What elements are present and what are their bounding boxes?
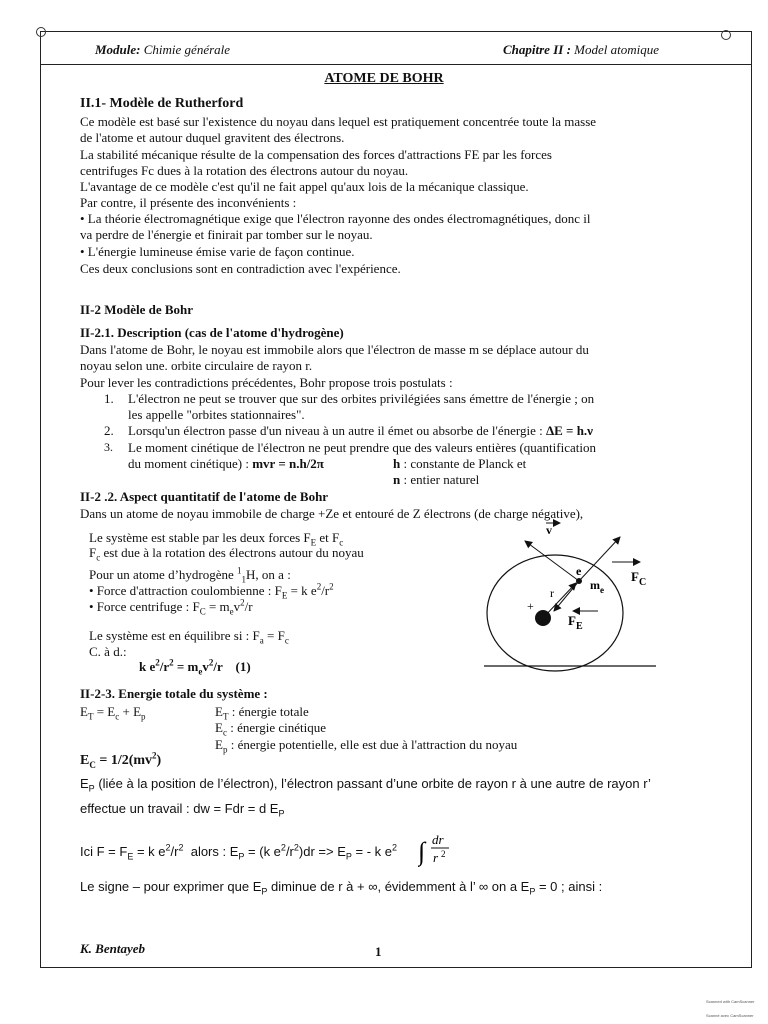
scanner-watermark: Scanned with CamScanner [706,999,755,1004]
equilibrium-line: Le système est en équilibre si : $F_a = F_c$ [89,628,289,646]
ep-paragraph: $E_P$ (liée à la position de l’électron), l’électron passant d’une orbite de rayon r à une autre de rayon r’ [80,776,651,794]
header-module: Module: Chimie générale [95,42,231,57]
svg-text:dr: dr [432,832,444,847]
subsection-heading: II-2 .2. Aspect quantitatif de l'atome de Bohr [80,489,329,504]
author: K. Bentayeb [80,941,145,956]
ep-work-line: effectue un travail : dw = Fdr = d $E_P$ [80,801,285,819]
hydrogen-line: Pour un atome d’hydrogène $^1_1$H, on a : [89,565,291,585]
header-chapter: Chapitre II : Model atomique [503,42,659,57]
plus-label: + [527,599,534,613]
stability-line: Le système est stable par les deux forces $F_E$ et $F_c$ [89,530,344,548]
integral-symbol [418,828,458,868]
et-formula: $E_T = E_c + E_p$ [80,704,146,722]
cad-line: C. à d.: [89,644,127,659]
svg-text:r: r [433,850,439,865]
fc-arrow [579,537,620,581]
fe-arrow [554,581,579,611]
corner-mark [36,27,46,37]
svg-text:∫: ∫ [418,837,426,866]
centrifugal-force: • Force centrifuge : $F_C = m_ev^2/r$ [89,597,253,617]
fe-label: $F_E$ [568,613,583,632]
corner-mark [721,30,731,40]
r-label: r [550,586,554,600]
velocity-arrow [525,541,579,581]
svg-text:2: 2 [441,849,446,859]
equation-1: k $e^2/r^2 = m_ev^2/r$ (1) [139,657,251,677]
orbit-circle [487,555,623,671]
me-label: $m_e$ [590,578,604,595]
bohr-atom-diagram [470,515,680,673]
fc-line: $F_c$ est due à la rotation des électrons autour du noyau [89,545,364,563]
coulomb-force: • Force d'attraction coulombienne : $F_E = k$ $e^2/r^2$ [89,581,334,601]
section-heading: II-2 Modèle de Bohr [80,302,194,317]
ep-integral: Ici $F = F_E = k$ $e^2/r^2$ alors : $E_P = (k$ $e^2/r^2)dr => E_P$ = - k $e^2$ [80,842,398,862]
fc-label: $F_C$ [631,569,647,588]
v-label: v [546,523,552,537]
e-label: e [576,564,582,578]
paragraph: Dans un atome de noyau immobile de charge +Ze et entouré de Z électrons (de charge négative), [80,506,584,521]
sign-line: Le signe – pour exprimer que $E_P$ diminue de r à + ∞, évidemment à l’ ∞ on a $E_P = 0$ ; ainsi : [80,879,603,897]
page-number: 1 [375,944,382,959]
scanner-watermark: Scanné avec CamScanner [706,1013,754,1018]
subsection-heading: II-2-3. Energie totale du système : [80,686,268,701]
ec-formula: $E_C = 1/2(mv^2)$ [80,750,162,770]
page-title: ATOME DE BOHR [324,71,444,86]
footer-rule [40,967,752,968]
header-rule [40,64,752,65]
section-heading: II.1- Modèle de Rutherford [80,96,244,111]
subsection-heading: II-2.1. Description (cas de l'atome d'hydrogène) [80,325,344,340]
